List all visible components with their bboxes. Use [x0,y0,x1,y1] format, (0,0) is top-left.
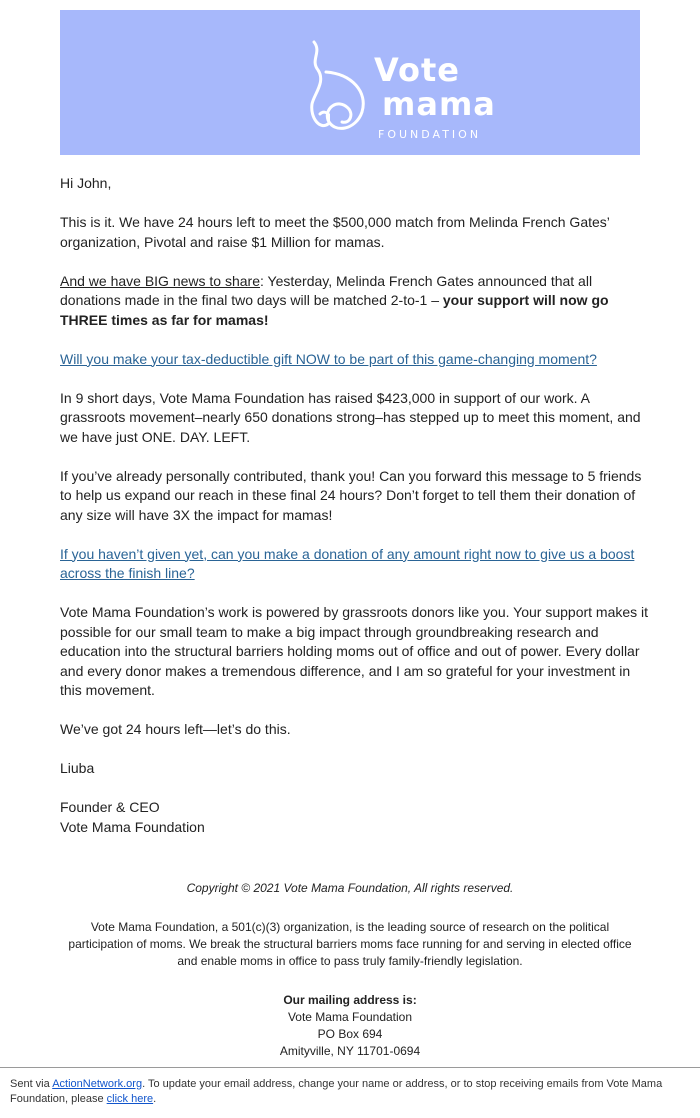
sent-via-middle: . To update your email address, change your name or address, or to stop receiving emails from Vote Mama Foundation, please [10,1078,663,1105]
signature-title: Founder & CEO [60,799,160,815]
paragraph-big-news [60,272,650,331]
big-news-bold: your support will now go THREE times as far for mamas! [60,292,609,328]
paragraph-forward: If you’ve already personally contributed, thank you! Can you forward this message to 5 friends to help us expand our reach in these final 24 hours? Don’t forget to tell them their donation of any size will have 3X the impact for mamas! [60,467,642,523]
email-body [60,174,650,837]
address-line-2: PO Box 694 [317,1027,383,1041]
copyright: Copyright © 2021 Vote Mama Foundation, All rights reserved. [186,881,514,895]
paragraph-link-gift [60,350,650,370]
big-news-underlined: And we have BIG news to share [60,272,260,289]
footer-divider [0,1067,700,1068]
signature-name: Liuba [60,760,95,776]
big-news-text: : Yesterday, Melinda French Gates announced that all donations made in the final two days will be matched 2-to-1 – [60,272,593,308]
email-footer [60,880,640,1060]
sent-via-prefix: Sent via [10,1078,53,1090]
about-text: Vote Mama Foundation, a 501(c)(3) organization, is the leading source of research on the political participation of moms. We break the structural barriers moms face running for and serving in elected office and enable moms in office to pass truly family-friendly legislation. [68,920,632,968]
sent-via-notice [10,1077,680,1107]
paragraph-progress: In 9 short days, Vote Mama Foundation has raised $423,000 in support of our work. A grassroots movement–nearly 650 donations strong–has stepped up to meet this moment, and we have just ONE. DAY. LEFT. [60,389,641,445]
paragraph-grassroots: Vote Mama Foundation’s work is powered by grassroots donors like you. Your support makes it possible for our small team to make a big impact through groundbreaking research and education into the structural barriers holding moms out of office and out of power. Every dollar and every donor makes a tremendous difference, and I am so grateful for your investment in this movement. [60,604,649,698]
logo-mama-text: mama [382,85,496,123]
sent-via-suffix: . [153,1093,157,1105]
paragraph-match: This is it. We have 24 hours left to meet the $500,000 match from Melinda French Gates’ organization, Pivotal and raise $1 Million for mamas. [60,214,610,250]
header-banner [60,10,640,155]
unsubscribe-link[interactable]: click here [106,1093,154,1105]
gift-now-link[interactable]: Will you make your tax-deductible gift NOW to be part of this game-changing moment? [60,350,597,367]
paragraph-closing: We’ve got 24 hours left—let’s do this. [60,721,291,737]
actionnetwork-link[interactable]: ActionNetwork.org [52,1078,143,1090]
logo-curl-icon [322,68,372,138]
donate-link[interactable]: If you haven’t given yet, can you make a donation of any amount right now to give us a boost across the finish line? [60,545,635,581]
address-line-3: Amityville, NY 11701-0694 [279,1044,421,1058]
logo-foundation-text: FOUNDATION [378,128,482,141]
address-heading: Our mailing address is: [283,993,417,1007]
paragraph-link-donate [60,545,650,584]
logo-vote-text: Vote [374,51,460,89]
signature-org: Vote Mama Foundation [60,818,205,835]
address-line-1: Vote Mama Foundation [287,1010,413,1024]
greeting: Hi John, [60,175,112,191]
